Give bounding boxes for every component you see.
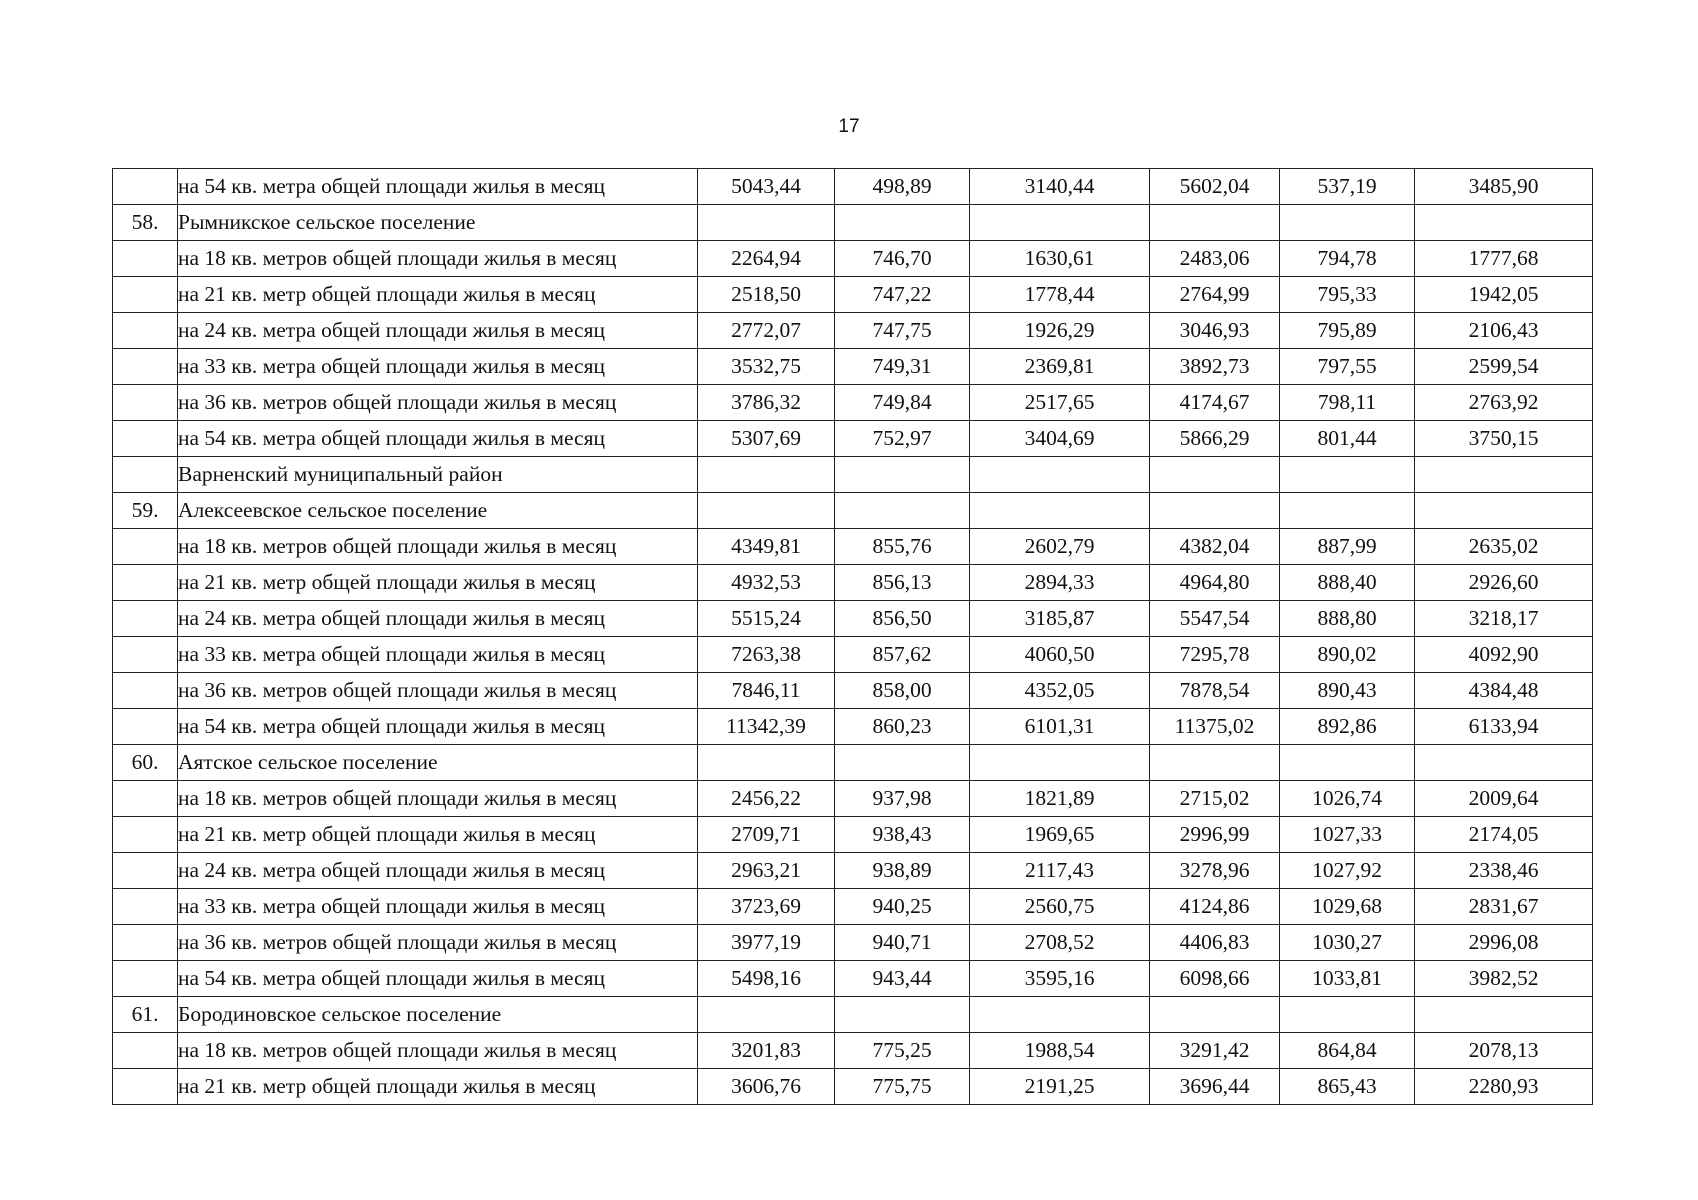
value-cell-5: 1033,81 xyxy=(1280,961,1415,997)
row-number-cell xyxy=(113,637,178,673)
value-cell-1: 3723,69 xyxy=(698,889,835,925)
value-cell-4: 4964,80 xyxy=(1150,565,1280,601)
value-cell-3: 1630,61 xyxy=(970,241,1150,277)
value-cell-2: 749,31 xyxy=(835,349,970,385)
value-cell-6: 1942,05 xyxy=(1415,277,1593,313)
value-cell-2: 937,98 xyxy=(835,781,970,817)
value-cell-2: 860,23 xyxy=(835,709,970,745)
value-cell-3: 3185,87 xyxy=(970,601,1150,637)
value-cell-4 xyxy=(1150,205,1280,241)
value-cell-4: 2996,99 xyxy=(1150,817,1280,853)
value-cell-6: 1777,68 xyxy=(1415,241,1593,277)
value-cell-1: 3532,75 xyxy=(698,349,835,385)
value-cell-5: 1026,74 xyxy=(1280,781,1415,817)
value-cell-5 xyxy=(1280,997,1415,1033)
table-row xyxy=(113,817,1593,853)
row-number-cell xyxy=(113,853,178,889)
row-name-cell: на 18 кв. метров общей площади жилья в месяц xyxy=(178,1033,698,1069)
value-cell-6: 2009,64 xyxy=(1415,781,1593,817)
row-name-cell: на 54 кв. метра общей площади жилья в месяц xyxy=(178,709,698,745)
table-row xyxy=(113,277,1593,313)
table-row xyxy=(113,385,1593,421)
value-cell-5 xyxy=(1280,493,1415,529)
value-cell-4: 3046,93 xyxy=(1150,313,1280,349)
value-cell-3: 2369,81 xyxy=(970,349,1150,385)
value-cell-1: 2518,50 xyxy=(698,277,835,313)
row-number-cell xyxy=(113,385,178,421)
row-number-cell xyxy=(113,457,178,493)
row-name-cell: на 21 кв. метр общей площади жилья в месяц xyxy=(178,277,698,313)
value-cell-3 xyxy=(970,457,1150,493)
row-number-cell xyxy=(113,529,178,565)
page-number: 17 xyxy=(838,116,860,137)
value-cell-5: 797,55 xyxy=(1280,349,1415,385)
table-row xyxy=(113,349,1593,385)
value-cell-6 xyxy=(1415,457,1593,493)
value-cell-1: 3201,83 xyxy=(698,1033,835,1069)
value-cell-4: 3892,73 xyxy=(1150,349,1280,385)
value-cell-2 xyxy=(835,997,970,1033)
value-cell-6: 4092,90 xyxy=(1415,637,1593,673)
value-cell-3: 4060,50 xyxy=(970,637,1150,673)
value-cell-6: 2831,67 xyxy=(1415,889,1593,925)
value-cell-3: 2560,75 xyxy=(970,889,1150,925)
row-name-cell: на 21 кв. метр общей площади жилья в месяц xyxy=(178,565,698,601)
value-cell-6: 2763,92 xyxy=(1415,385,1593,421)
table-row xyxy=(113,493,1593,529)
value-cell-3: 4352,05 xyxy=(970,673,1150,709)
row-name-cell: на 21 кв. метр общей площади жилья в месяц xyxy=(178,1069,698,1105)
value-cell-2: 775,25 xyxy=(835,1033,970,1069)
value-cell-1 xyxy=(698,997,835,1033)
table-row xyxy=(113,997,1593,1033)
value-cell-3: 3404,69 xyxy=(970,421,1150,457)
value-cell-1: 4932,53 xyxy=(698,565,835,601)
row-name-cell: на 33 кв. метра общей площади жилья в месяц xyxy=(178,637,698,673)
value-cell-5: 794,78 xyxy=(1280,241,1415,277)
row-number-cell: 60. xyxy=(113,745,178,781)
value-cell-4: 7878,54 xyxy=(1150,673,1280,709)
value-cell-2: 856,13 xyxy=(835,565,970,601)
value-cell-1: 3786,32 xyxy=(698,385,835,421)
value-cell-6: 3485,90 xyxy=(1415,169,1593,205)
value-cell-6: 3982,52 xyxy=(1415,961,1593,997)
value-cell-5: 887,99 xyxy=(1280,529,1415,565)
value-cell-1: 2709,71 xyxy=(698,817,835,853)
row-name-cell: на 54 кв. метра общей площади жилья в месяц xyxy=(178,421,698,457)
row-number-cell xyxy=(113,565,178,601)
value-cell-3: 2517,65 xyxy=(970,385,1150,421)
value-cell-1 xyxy=(698,745,835,781)
value-cell-5: 801,44 xyxy=(1280,421,1415,457)
row-name-cell: на 18 кв. метров общей площади жилья в месяц xyxy=(178,781,698,817)
value-cell-1: 3606,76 xyxy=(698,1069,835,1105)
value-cell-1: 7846,11 xyxy=(698,673,835,709)
value-cell-6 xyxy=(1415,997,1593,1033)
row-number-cell xyxy=(113,781,178,817)
value-cell-3: 1988,54 xyxy=(970,1033,1150,1069)
row-name-cell: на 36 кв. метров общей площади жилья в месяц xyxy=(178,925,698,961)
value-cell-3: 2191,25 xyxy=(970,1069,1150,1105)
row-name-cell: Варненский муниципальный район xyxy=(178,457,698,493)
table-body xyxy=(113,169,1593,1105)
value-cell-4: 3696,44 xyxy=(1150,1069,1280,1105)
value-cell-2 xyxy=(835,745,970,781)
row-number-cell xyxy=(113,673,178,709)
value-cell-6: 2174,05 xyxy=(1415,817,1593,853)
value-cell-1: 4349,81 xyxy=(698,529,835,565)
value-cell-4: 5866,29 xyxy=(1150,421,1280,457)
value-cell-5: 795,89 xyxy=(1280,313,1415,349)
tariff-table xyxy=(112,168,1593,1105)
value-cell-4: 4382,04 xyxy=(1150,529,1280,565)
value-cell-5: 865,43 xyxy=(1280,1069,1415,1105)
table-row xyxy=(113,313,1593,349)
table-row xyxy=(113,601,1593,637)
row-number-cell xyxy=(113,349,178,385)
value-cell-6 xyxy=(1415,745,1593,781)
row-number-cell xyxy=(113,601,178,637)
value-cell-3: 3595,16 xyxy=(970,961,1150,997)
row-number-cell xyxy=(113,169,178,205)
value-cell-3: 1778,44 xyxy=(970,277,1150,313)
value-cell-6: 2280,93 xyxy=(1415,1069,1593,1105)
row-number-cell xyxy=(113,709,178,745)
value-cell-5: 1027,33 xyxy=(1280,817,1415,853)
row-name-cell: на 24 кв. метра общей площади жилья в месяц xyxy=(178,313,698,349)
value-cell-5 xyxy=(1280,745,1415,781)
table-row xyxy=(113,925,1593,961)
value-cell-3: 2708,52 xyxy=(970,925,1150,961)
value-cell-1 xyxy=(698,493,835,529)
value-cell-5 xyxy=(1280,205,1415,241)
value-cell-1: 2264,94 xyxy=(698,241,835,277)
row-name-cell: на 24 кв. метра общей площади жилья в месяц xyxy=(178,601,698,637)
table-row xyxy=(113,529,1593,565)
table-row xyxy=(113,637,1593,673)
value-cell-2: 856,50 xyxy=(835,601,970,637)
value-cell-4 xyxy=(1150,745,1280,781)
value-cell-5: 890,43 xyxy=(1280,673,1415,709)
table-row xyxy=(113,1069,1593,1105)
value-cell-5: 1029,68 xyxy=(1280,889,1415,925)
value-cell-2: 943,44 xyxy=(835,961,970,997)
value-cell-3 xyxy=(970,493,1150,529)
value-cell-5: 537,19 xyxy=(1280,169,1415,205)
value-cell-6: 2635,02 xyxy=(1415,529,1593,565)
row-name-cell: на 33 кв. метра общей площади жилья в месяц xyxy=(178,349,698,385)
row-number-cell: 59. xyxy=(113,493,178,529)
value-cell-1: 11342,39 xyxy=(698,709,835,745)
value-cell-1: 2456,22 xyxy=(698,781,835,817)
row-name-cell: Бородиновское сельское поселение xyxy=(178,997,698,1033)
table-row xyxy=(113,781,1593,817)
value-cell-6: 2338,46 xyxy=(1415,853,1593,889)
table-row xyxy=(113,889,1593,925)
value-cell-4: 4174,67 xyxy=(1150,385,1280,421)
value-cell-2: 775,75 xyxy=(835,1069,970,1105)
value-cell-1: 2963,21 xyxy=(698,853,835,889)
row-name-cell: на 54 кв. метра общей площади жилья в месяц xyxy=(178,961,698,997)
table-row xyxy=(113,421,1593,457)
value-cell-2 xyxy=(835,205,970,241)
value-cell-3 xyxy=(970,205,1150,241)
table-row xyxy=(113,745,1593,781)
row-name-cell: на 18 кв. метров общей площади жилья в месяц xyxy=(178,529,698,565)
value-cell-4: 5602,04 xyxy=(1150,169,1280,205)
value-cell-3: 1821,89 xyxy=(970,781,1150,817)
value-cell-4: 4124,86 xyxy=(1150,889,1280,925)
value-cell-2: 752,97 xyxy=(835,421,970,457)
value-cell-6: 6133,94 xyxy=(1415,709,1593,745)
value-cell-4: 3291,42 xyxy=(1150,1033,1280,1069)
value-cell-6: 2106,43 xyxy=(1415,313,1593,349)
value-cell-2: 855,76 xyxy=(835,529,970,565)
value-cell-2: 858,00 xyxy=(835,673,970,709)
value-cell-5 xyxy=(1280,457,1415,493)
table-row xyxy=(113,205,1593,241)
value-cell-6: 2996,08 xyxy=(1415,925,1593,961)
value-cell-3: 2602,79 xyxy=(970,529,1150,565)
value-cell-2 xyxy=(835,493,970,529)
value-cell-2: 857,62 xyxy=(835,637,970,673)
table-row xyxy=(113,565,1593,601)
value-cell-3 xyxy=(970,745,1150,781)
row-number-cell xyxy=(113,277,178,313)
value-cell-1: 7263,38 xyxy=(698,637,835,673)
value-cell-5: 888,40 xyxy=(1280,565,1415,601)
row-number-cell: 58. xyxy=(113,205,178,241)
value-cell-5: 892,86 xyxy=(1280,709,1415,745)
value-cell-3: 2894,33 xyxy=(970,565,1150,601)
value-cell-1: 3977,19 xyxy=(698,925,835,961)
row-number-cell xyxy=(113,1069,178,1105)
row-name-cell: на 33 кв. метра общей площади жилья в месяц xyxy=(178,889,698,925)
value-cell-3: 3140,44 xyxy=(970,169,1150,205)
value-cell-1: 5515,24 xyxy=(698,601,835,637)
row-name-cell: на 36 кв. метров общей площади жилья в месяц xyxy=(178,673,698,709)
value-cell-4 xyxy=(1150,493,1280,529)
value-cell-2: 938,89 xyxy=(835,853,970,889)
row-number-cell xyxy=(113,961,178,997)
value-cell-6: 2926,60 xyxy=(1415,565,1593,601)
row-name-cell: Аятское сельское поселение xyxy=(178,745,698,781)
value-cell-5: 1030,27 xyxy=(1280,925,1415,961)
row-number-cell xyxy=(113,313,178,349)
value-cell-5: 890,02 xyxy=(1280,637,1415,673)
value-cell-6: 4384,48 xyxy=(1415,673,1593,709)
value-cell-1: 5307,69 xyxy=(698,421,835,457)
row-name-cell: на 21 кв. метр общей площади жилья в месяц xyxy=(178,817,698,853)
value-cell-2: 747,22 xyxy=(835,277,970,313)
value-cell-1 xyxy=(698,205,835,241)
row-number-cell xyxy=(113,241,178,277)
value-cell-3: 1969,65 xyxy=(970,817,1150,853)
value-cell-1: 2772,07 xyxy=(698,313,835,349)
value-cell-6 xyxy=(1415,205,1593,241)
value-cell-6: 2078,13 xyxy=(1415,1033,1593,1069)
row-name-cell: Рымникское сельское поселение xyxy=(178,205,698,241)
value-cell-4: 3278,96 xyxy=(1150,853,1280,889)
row-number-cell xyxy=(113,817,178,853)
value-cell-1: 5498,16 xyxy=(698,961,835,997)
value-cell-2: 747,75 xyxy=(835,313,970,349)
value-cell-4: 6098,66 xyxy=(1150,961,1280,997)
table-row xyxy=(113,241,1593,277)
value-cell-5: 864,84 xyxy=(1280,1033,1415,1069)
value-cell-2: 498,89 xyxy=(835,169,970,205)
value-cell-6 xyxy=(1415,493,1593,529)
value-cell-4: 7295,78 xyxy=(1150,637,1280,673)
table-row xyxy=(113,853,1593,889)
row-name-cell: на 18 кв. метров общей площади жилья в месяц xyxy=(178,241,698,277)
value-cell-2: 938,43 xyxy=(835,817,970,853)
value-cell-4: 2764,99 xyxy=(1150,277,1280,313)
table-row xyxy=(113,1033,1593,1069)
value-cell-3: 1926,29 xyxy=(970,313,1150,349)
table-row xyxy=(113,673,1593,709)
value-cell-5: 795,33 xyxy=(1280,277,1415,313)
row-number-cell: 61. xyxy=(113,997,178,1033)
value-cell-3: 2117,43 xyxy=(970,853,1150,889)
value-cell-5: 1027,92 xyxy=(1280,853,1415,889)
value-cell-2 xyxy=(835,457,970,493)
value-cell-2: 940,71 xyxy=(835,925,970,961)
value-cell-1: 5043,44 xyxy=(698,169,835,205)
row-number-cell xyxy=(113,1033,178,1069)
value-cell-2: 940,25 xyxy=(835,889,970,925)
row-number-cell xyxy=(113,925,178,961)
row-name-cell: Алексеевское сельское поселение xyxy=(178,493,698,529)
row-name-cell: на 24 кв. метра общей площади жилья в месяц xyxy=(178,853,698,889)
table-row xyxy=(113,961,1593,997)
value-cell-4 xyxy=(1150,457,1280,493)
value-cell-6: 3750,15 xyxy=(1415,421,1593,457)
table-row xyxy=(113,457,1593,493)
value-cell-4: 5547,54 xyxy=(1150,601,1280,637)
value-cell-3: 6101,31 xyxy=(970,709,1150,745)
table-row xyxy=(113,709,1593,745)
value-cell-1 xyxy=(698,457,835,493)
value-cell-4: 11375,02 xyxy=(1150,709,1280,745)
row-number-cell xyxy=(113,889,178,925)
value-cell-6: 2599,54 xyxy=(1415,349,1593,385)
value-cell-4: 4406,83 xyxy=(1150,925,1280,961)
value-cell-4: 2483,06 xyxy=(1150,241,1280,277)
value-cell-3 xyxy=(970,997,1150,1033)
table-row xyxy=(113,169,1593,205)
value-cell-4: 2715,02 xyxy=(1150,781,1280,817)
row-name-cell: на 54 кв. метра общей площади жилья в месяц xyxy=(178,169,698,205)
value-cell-6: 3218,17 xyxy=(1415,601,1593,637)
value-cell-2: 746,70 xyxy=(835,241,970,277)
row-number-cell xyxy=(113,421,178,457)
value-cell-4 xyxy=(1150,997,1280,1033)
value-cell-2: 749,84 xyxy=(835,385,970,421)
row-name-cell: на 36 кв. метров общей площади жилья в месяц xyxy=(178,385,698,421)
value-cell-5: 888,80 xyxy=(1280,601,1415,637)
value-cell-5: 798,11 xyxy=(1280,385,1415,421)
